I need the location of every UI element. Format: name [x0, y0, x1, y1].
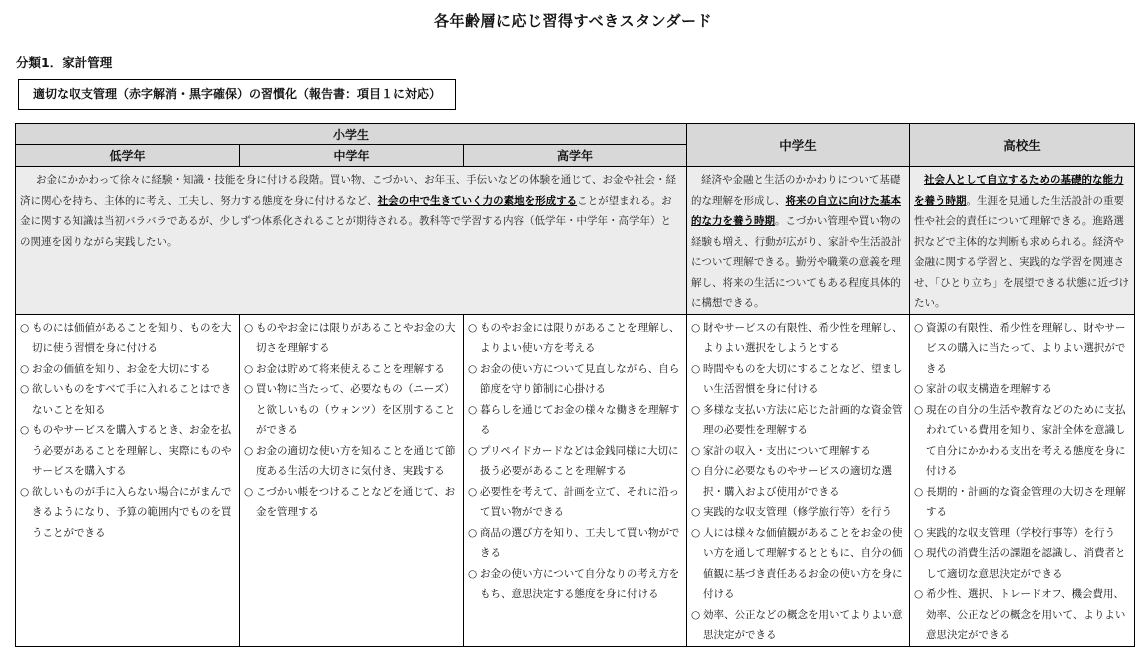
- bullet-marker: ○: [691, 403, 701, 416]
- list-item-text: 買い物に当たって、必要なもの（ニーズ）と欲しいもの（ウォンツ）を区別することができる: [256, 383, 456, 436]
- header-junior-high: 中学生: [687, 124, 910, 167]
- list-item: [691, 461, 905, 502]
- bullet-marker: ○: [691, 526, 701, 539]
- items-lower-grade: [16, 314, 240, 646]
- items-high-school: [910, 314, 1135, 646]
- list-item: [468, 318, 682, 359]
- list-item-text: 財やサービスの有限性、希少性を理解し、よりよい選択をしようとする: [703, 321, 903, 354]
- list-item-text: 欲しいものが手に入らない場合にがまんできるようになり、予算の範囲内でものを買うことができる: [32, 485, 232, 539]
- list-item-text: 人には様々な価値観があることをお金の使い方を通して理解するとともに、自分の価値観に基づき責任あるお金の使い方を身に付ける: [703, 526, 903, 600]
- list-item-text: ものには価値があることを知り、ものを大切に使う習慣を身に付ける: [32, 321, 232, 354]
- list-item: [244, 379, 459, 441]
- list-item: [914, 523, 1130, 544]
- bullet-marker: ○: [468, 526, 478, 539]
- list-item-text: お金は貯めて将来使えることを理解する: [256, 362, 445, 375]
- desc-junior-high-text-1: 経済や金融と生活のかかわりについて基礎的な理解を形成し、: [691, 174, 901, 207]
- list-item: [244, 359, 459, 380]
- bullet-marker: ○: [244, 321, 254, 334]
- standards-table: [15, 123, 1135, 647]
- desc-junior-high-emphasis: 将来の自立に向けた基本的な力を養う時期: [691, 194, 902, 227]
- bullet-marker: ○: [468, 321, 478, 334]
- bullet-marker: ○: [691, 321, 701, 334]
- header-lower-grade: 低学年: [16, 145, 240, 167]
- bullet-marker: ○: [914, 403, 924, 416]
- list-item-text: 時間やものを大切にすることなど、望ましい生活習慣を身に付ける: [703, 362, 903, 395]
- list-item: [468, 359, 682, 400]
- list-item-text: ものやお金には限りがあることやお金の大切さを理解する: [256, 321, 456, 354]
- bullet-marker: ○: [468, 362, 478, 375]
- items-junior-high: [687, 314, 910, 646]
- items-middle-grade: [240, 314, 464, 646]
- list-item: [468, 441, 682, 482]
- bullet-marker: ○: [20, 485, 30, 498]
- bullet-marker: ○: [914, 321, 924, 334]
- bullet-marker: ○: [691, 465, 701, 477]
- list-item-text: お金の適切な使い方を知ることを通じて節度ある生活の大切さに気付き、実践する: [256, 444, 456, 477]
- list-item-text: 実践的な収支管理（修学旅行等）を行う: [703, 506, 893, 518]
- bullet-marker: ○: [468, 567, 478, 580]
- list-item-text: 資源の有限性、希少性を理解し、財やサービスの購入に当たって、よりよい選択ができる: [926, 321, 1126, 375]
- list-item-text: 現代の消費生活の課題を認識し、消費者として適切な意思決定ができる: [926, 547, 1126, 580]
- desc-high-school-text-2: 。生涯を見通した生活設計の重要性や社会的責任について理解できる。進路選択などで主体的な判断も求められる。経済や金融に関する学習と、実践的な学習を関連させ、「ひとり立ち」を展望できる状態に近づけたい。: [914, 194, 1129, 309]
- list-item-text: 欲しいものをすべて手に入れることはできないことを知る: [32, 383, 232, 416]
- bullet-marker: ○: [468, 403, 478, 416]
- list-item-text: プリペイドカードなどは金銭同様に大切に扱う必要があることを理解する: [480, 444, 679, 477]
- bullet-marker: ○: [691, 506, 701, 518]
- list-item-text: 暮らしを通じてお金の様々な働きを理解する: [480, 403, 680, 436]
- header-upper-grade: 高学年: [464, 145, 687, 167]
- bullet-marker: ○: [914, 588, 924, 600]
- bullet-marker: ○: [691, 608, 701, 621]
- header-elementary: 小学生: [16, 124, 687, 145]
- bullet-marker: ○: [244, 444, 254, 457]
- list-item: [20, 318, 235, 359]
- list-item-text: 多様な支払い方法に応じた計画的な資金管理の必要性を理解する: [703, 403, 903, 436]
- list-item: [20, 420, 235, 482]
- list-item-text: 効率、公正などの概念を用いてよりよい意思決定ができる: [703, 608, 903, 641]
- list-item: [914, 584, 1130, 646]
- list-item: [691, 318, 905, 359]
- list-item: [691, 441, 905, 462]
- bullet-marker: ○: [914, 547, 924, 559]
- list-item-text: 長期的・計画的な資金管理の大切さを理解する: [926, 485, 1126, 518]
- list-item: [914, 482, 1130, 523]
- description-high-school: [910, 167, 1135, 315]
- bullet-marker: ○: [914, 526, 924, 539]
- list-item-text: 家計の収入・支出について理解する: [703, 444, 871, 457]
- list-item: [244, 318, 459, 359]
- list-item-text: 商品の選び方を知り、工夫して買い物ができる: [480, 526, 680, 559]
- desc-junior-high-text-2: 。こづかい管理や買い物の経験も増え、行動が広がり、家計や生活設計について理解できる。勤労や職業の意義を理解し、将来の生活についてもある程度具体的に構想できる。: [691, 215, 902, 309]
- items-upper-grade: [464, 314, 687, 646]
- list-item: [914, 543, 1130, 584]
- bullet-marker: ○: [20, 424, 30, 436]
- list-item: [691, 400, 905, 441]
- list-item: [914, 379, 1130, 400]
- list-item: [691, 523, 905, 605]
- list-item-text: こづかい帳をつけることなどを通じて、お金を管理する: [256, 485, 456, 518]
- list-item-text: ものやサービスを購入するとき、お金を払う必要があることを理解し、実際にものやサービスを購入する: [32, 424, 232, 477]
- list-item-text: 希少性、選択、トレードオフ、機会費用、効率、公正などの概念を用いて、よりよい意思決定ができる: [926, 588, 1126, 641]
- list-item-text: お金の価値を知り、お金を大切にする: [32, 362, 211, 375]
- list-item: [691, 502, 905, 523]
- bullet-marker: ○: [20, 321, 30, 334]
- header-high-school: 高校生: [910, 124, 1135, 167]
- list-item: [468, 564, 682, 605]
- bullet-marker: ○: [244, 362, 254, 375]
- desc-elementary-text-2: ことが望まれる。お金に関する知識は当初バラバラであるが、少しずつ体系化されることが期待される。教科等で学習する内容（低学年・中学年・高学年）との関連を図りながら実践したい。: [20, 194, 672, 248]
- list-item-text: 自分に必要なものやサービスの適切な選択・購入および使用ができる: [703, 465, 893, 498]
- list-item-text: 実践的な収支管理（学校行事等）を行う: [926, 526, 1116, 539]
- document-title: 各年齢層に応じ習得すべきスタンダード: [433, 12, 713, 30]
- bullet-marker: ○: [20, 362, 30, 375]
- description-junior-high: [687, 167, 910, 315]
- list-item: [20, 482, 235, 544]
- bullet-marker: ○: [20, 383, 30, 395]
- list-item-text: 必要性を考えて、計画を立て、それに沿って買い物ができる: [480, 485, 680, 518]
- list-item: [691, 605, 905, 646]
- list-item-text: 現在の自分の生活や教育などのために支払われている費用を知り、家計全体を意識して自分にかかわる支出を考える態度を身に付ける: [926, 403, 1126, 477]
- desc-high-school-emphasis: 社会人として自立するための基礎的な能力を養う時期: [914, 174, 1124, 207]
- list-item: [244, 441, 459, 482]
- list-item: [244, 482, 459, 523]
- bullet-marker: ○: [468, 444, 478, 457]
- list-item: [468, 523, 682, 564]
- desc-elementary-emphasis: 社会の中で生きていく力の素地を形成する: [377, 194, 578, 207]
- list-item-text: ものやお金には限りがあることを理解し、よりよい使い方を考える: [480, 321, 680, 354]
- bullet-marker: ○: [691, 444, 701, 457]
- list-item: [914, 400, 1130, 482]
- header-middle-grade: 中学年: [240, 145, 464, 167]
- bullet-marker: ○: [691, 362, 701, 375]
- bullet-marker: ○: [244, 485, 254, 498]
- section-label: 分類1．家計管理: [16, 55, 113, 70]
- list-item-text: お金の使い方について自分なりの考え方をもち、意思決定する態度を身に付ける: [480, 567, 680, 600]
- list-item: [468, 482, 682, 523]
- list-item: [914, 318, 1130, 380]
- bullet-marker: ○: [244, 383, 254, 395]
- list-item: [20, 379, 235, 420]
- list-item: [20, 359, 235, 380]
- topic-box: 適切な収支管理（赤字解消・黒字確保）の習慣化（報告書：項目１に対応）: [18, 79, 456, 110]
- list-item: [691, 359, 905, 400]
- bullet-marker: ○: [914, 383, 924, 395]
- bullet-marker: ○: [914, 485, 924, 498]
- list-item: [468, 400, 682, 441]
- description-elementary: [16, 167, 687, 315]
- desc-elementary-text-1: お金にかかわって徐々に経験・知識・技能を身に付ける段階。買い物、こづかい、お年玉、手伝いなどの体験を通じて、お金や社会・経済に関心を持ち、主体的に考え、工夫し、努力する態度を身に付けるなど、: [20, 174, 676, 207]
- bullet-marker: ○: [468, 485, 478, 498]
- list-item-text: お金の使い方について見直しながら、自ら節度を守り節制に心掛ける: [480, 362, 680, 395]
- list-item-text: 家計の収支構造を理解する: [926, 383, 1053, 395]
